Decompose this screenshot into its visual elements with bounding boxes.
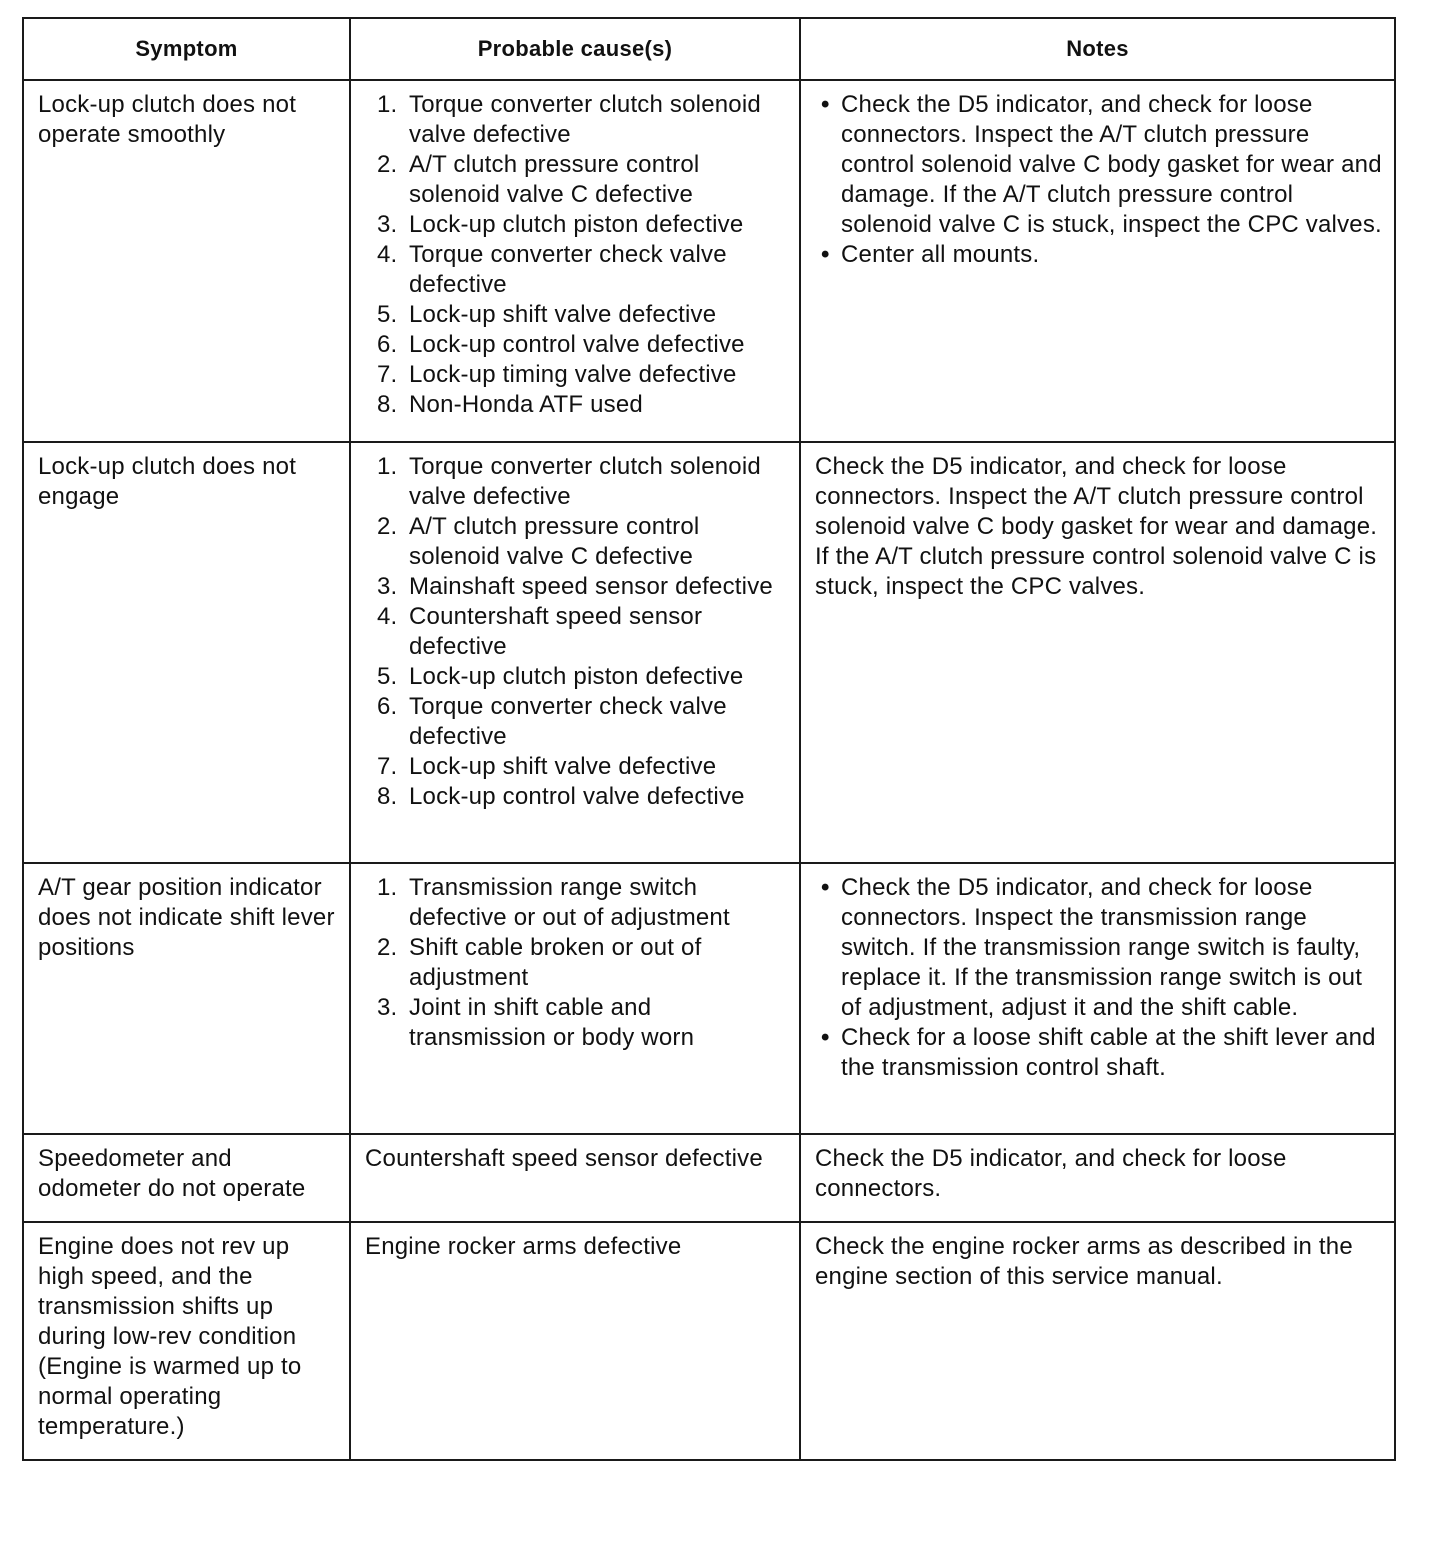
list-number: 3. — [377, 994, 398, 1021]
list-item — [365, 390, 787, 420]
note-text: Center all mounts. — [841, 241, 1040, 268]
header-notes: Notes — [800, 18, 1395, 80]
list-item — [365, 933, 787, 993]
list-item — [365, 993, 787, 1053]
cause-text: Mainshaft speed sensor defective — [409, 573, 773, 600]
list-number: 6. — [377, 331, 398, 358]
causes-cell — [350, 863, 800, 1134]
list-item — [365, 782, 787, 812]
cause-text: A/T clutch pressure control solenoid valve C defective — [409, 513, 700, 570]
list-item — [365, 90, 787, 150]
symptom-cell: Speedometer and odometer do not operate — [23, 1134, 350, 1222]
table-row — [23, 1134, 1395, 1222]
list-item — [365, 210, 787, 240]
list-item — [365, 873, 787, 933]
list-item — [365, 752, 787, 782]
list-number: 7. — [377, 361, 398, 388]
list-item — [365, 330, 787, 360]
list-item — [365, 300, 787, 330]
list-number: 1. — [377, 91, 398, 118]
table-row — [23, 442, 1395, 863]
list-number: 4. — [377, 241, 398, 268]
symptom-cell: Lock-up clutch does not operate smoothly — [23, 80, 350, 442]
causes-list — [365, 90, 787, 420]
list-item — [365, 150, 787, 210]
cause-text: Torque converter check valve defective — [409, 241, 727, 298]
notes-cell: Check the D5 indicator, and check for loose connectors. Inspect the A/T clutch pressure control solenoid valve C body gasket for wear and damage. If the A/T clutch pressure control solenoid valve C is stuck, inspect the CPC valves. — [800, 442, 1395, 863]
note-text: Check the D5 indicator, and check for loose connectors. Inspect the A/T clutch pressure control solenoid valve C body gasket for wear and damage. If the A/T clutch pressure control solenoid valve C is stuck, inspect the CPC valves. — [841, 91, 1382, 238]
list-number: 8. — [377, 783, 398, 810]
list-number: 1. — [377, 453, 398, 480]
troubleshooting-table — [22, 17, 1396, 1461]
note-item — [815, 1023, 1382, 1083]
symptom-cell: Lock-up clutch does not engage — [23, 442, 350, 863]
notes-cell: Check the engine rocker arms as described in the engine section of this service manual. — [800, 1222, 1395, 1460]
list-item — [365, 452, 787, 512]
bullet-icon: • — [821, 91, 830, 118]
cause-text: A/T clutch pressure control solenoid valve C defective — [409, 151, 700, 208]
list-item — [365, 692, 787, 752]
cause-text: Lock-up shift valve defective — [409, 753, 717, 780]
causes-cell — [350, 80, 800, 442]
list-number: 8. — [377, 391, 398, 418]
list-item — [365, 512, 787, 572]
causes-cell: Engine rocker arms defective — [350, 1222, 800, 1460]
cause-text: Shift cable broken or out of adjustment — [409, 934, 702, 991]
list-number: 5. — [377, 301, 398, 328]
cause-text: Joint in shift cable and transmission or body worn — [409, 994, 695, 1051]
cause-text: Lock-up shift valve defective — [409, 301, 717, 328]
notes-list — [815, 873, 1382, 1083]
note-item — [815, 90, 1382, 240]
table-row — [23, 1222, 1395, 1460]
list-item — [365, 240, 787, 300]
notes-list — [815, 90, 1382, 270]
cause-text: Non-Honda ATF used — [409, 391, 643, 418]
table-row — [23, 80, 1395, 442]
list-number: 2. — [377, 934, 398, 961]
list-number: 2. — [377, 151, 398, 178]
cause-text: Torque converter clutch solenoid valve defective — [409, 453, 761, 510]
cause-text: Lock-up timing valve defective — [409, 361, 737, 388]
cause-text: Lock-up control valve defective — [409, 331, 745, 358]
bullet-icon: • — [821, 241, 830, 268]
list-item — [365, 662, 787, 692]
notes-cell: Check the D5 indicator, and check for loose connectors. — [800, 1134, 1395, 1222]
cause-text: Torque converter clutch solenoid valve defective — [409, 91, 761, 148]
causes-cell — [350, 442, 800, 863]
list-number: 1. — [377, 874, 398, 901]
list-number: 3. — [377, 573, 398, 600]
list-number: 3. — [377, 211, 398, 238]
note-item — [815, 873, 1382, 1023]
table-row — [23, 863, 1395, 1134]
causes-list — [365, 452, 787, 812]
list-item — [365, 602, 787, 662]
header-symptom: Symptom — [23, 18, 350, 80]
cause-text: Countershaft speed sensor defective — [409, 603, 703, 660]
cause-text: Lock-up control valve defective — [409, 783, 745, 810]
bullet-icon: • — [821, 874, 830, 901]
symptom-cell: Engine does not rev up high speed, and the transmission shifts up during low-rev condition (Engine is warmed up to normal operating temperature.) — [23, 1222, 350, 1460]
list-item — [365, 360, 787, 390]
notes-cell — [800, 80, 1395, 442]
cause-text: Lock-up clutch piston defective — [409, 211, 744, 238]
cause-text: Transmission range switch defective or out of adjustment — [409, 874, 730, 931]
cause-text: Lock-up clutch piston defective — [409, 663, 744, 690]
header-probable-causes: Probable cause(s) — [350, 18, 800, 80]
list-number: 4. — [377, 603, 398, 630]
note-item — [815, 240, 1382, 270]
cause-text: Torque converter check valve defective — [409, 693, 727, 750]
list-number: 2. — [377, 513, 398, 540]
list-number: 5. — [377, 663, 398, 690]
notes-cell — [800, 863, 1395, 1134]
note-text: Check for a loose shift cable at the shift lever and the transmission control shaft. — [841, 1024, 1376, 1081]
list-number: 6. — [377, 693, 398, 720]
symptom-cell: A/T gear position indicator does not indicate shift lever positions — [23, 863, 350, 1134]
bullet-icon: • — [821, 1024, 830, 1051]
note-text: Check the D5 indicator, and check for loose connectors. Inspect the transmission range switch. If the transmission range switch is faulty, replace it. If the transmission range switch is out of adjustment, adjust it and the shift cable. — [841, 874, 1363, 1021]
list-number: 7. — [377, 753, 398, 780]
list-item — [365, 572, 787, 602]
causes-cell: Countershaft speed sensor defective — [350, 1134, 800, 1222]
causes-list — [365, 873, 787, 1053]
header-row — [23, 18, 1395, 80]
